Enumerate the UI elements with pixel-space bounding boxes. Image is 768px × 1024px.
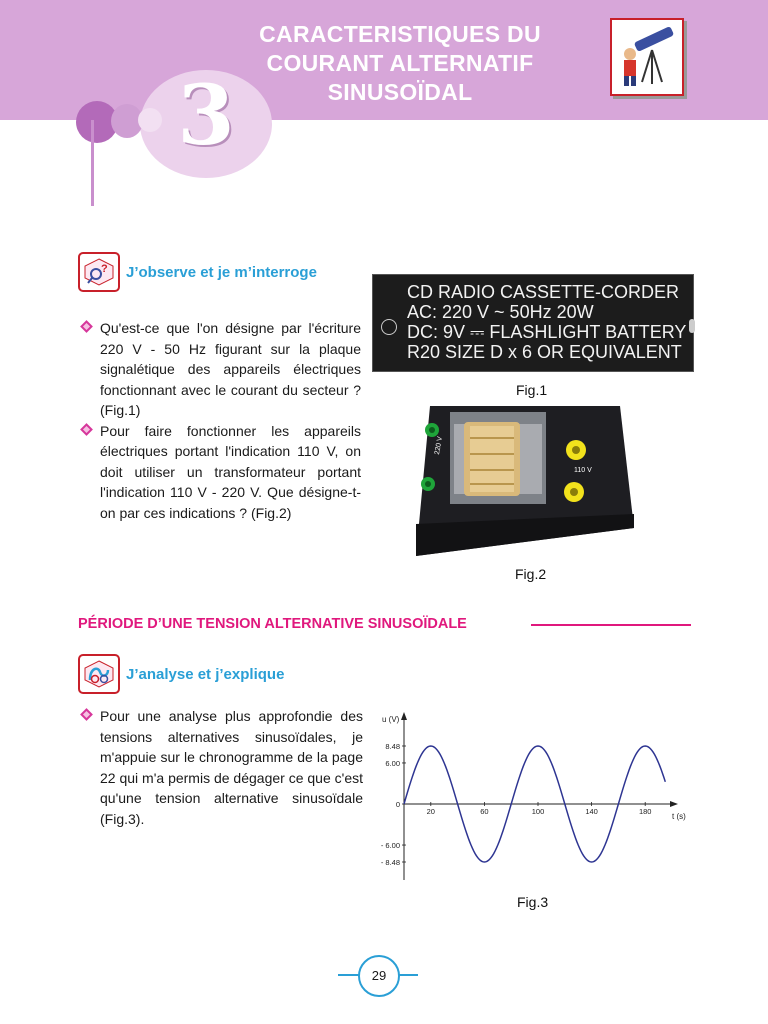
- y-axis-arrow: [401, 712, 407, 720]
- plate-line: R20 SIZE D x 6 OR EQUIVALENT: [407, 342, 682, 362]
- decor-line: [91, 120, 94, 206]
- plate-line: CD RADIO CASSETTE-CORDER: [407, 282, 680, 302]
- y-tick-label: 6.00: [385, 758, 400, 768]
- y-tick-label: 0: [395, 800, 400, 809]
- transformer-label-220: 220 V: [434, 435, 445, 456]
- question-icon: [78, 252, 120, 292]
- chapter-title-line-1: CARACTERISTIQUES DU: [259, 21, 541, 47]
- section-analyse-label: J’analyse et j’explique: [126, 665, 285, 683]
- bullet-text: Qu'est-ce que l'on désigne par l'écriture 220 V - 50 Hz figurant sur la plaque signalétique des appareils électriques fonctionnant avec le courant du secteur ? (Fig.1): [100, 320, 361, 418]
- fig1-caption: Fig.1: [516, 382, 548, 398]
- y-axis-label: u (V): [382, 715, 400, 724]
- x-tick-label: 100: [531, 807, 545, 816]
- x-axis-label: t (s): [672, 812, 686, 821]
- section-observe-label: J’observe et je m’interroge: [126, 263, 317, 281]
- section-title-rule: [531, 624, 691, 626]
- x-tick-label: 180: [638, 807, 652, 816]
- transformer-photo: [410, 404, 634, 558]
- chapter-title: [230, 20, 570, 107]
- y-tick-label: 8.48: [385, 742, 400, 751]
- telescope-icon: [610, 18, 684, 96]
- x-tick-label: 140: [585, 807, 598, 816]
- bullet-text: Pour une analyse plus approfondie des tensions alternatives sinusoïdales, je m'appuie sur le chronogramme de la page 22 qui m'a permis de dégager ce que c'est qu'une tension alternative sinusoïdale (Fig.3).: [100, 708, 363, 827]
- decor-dot: [138, 108, 162, 132]
- x-tick-label: 60: [480, 807, 489, 816]
- page-rule-left: [338, 974, 360, 976]
- transformer-label-110: 110 V: [574, 467, 592, 474]
- x-tick-label: 20: [426, 807, 435, 816]
- diamond-bullet-icon: [80, 423, 93, 436]
- screw-hole: [381, 319, 397, 335]
- chapter-title-line-2: COURANT ALTERNATIF: [266, 50, 534, 76]
- page-number: 29: [358, 955, 400, 997]
- section-title-period: PÉRIODE D’UNE TENSION ALTERNATIVE SINUSOÏDALE: [78, 616, 467, 632]
- diamond-bullet-icon: [80, 708, 93, 721]
- y-tick-label: - 6.00: [380, 841, 400, 851]
- diamond-bullet-icon: [80, 320, 93, 333]
- list-item: [78, 706, 363, 829]
- y-tick-label: - 8.48: [380, 858, 400, 867]
- fig3-caption: Fig.3: [517, 894, 549, 910]
- section-observe-text: [78, 318, 361, 523]
- x-axis-arrow: [670, 801, 678, 807]
- screw-hole: [689, 319, 695, 333]
- rating-plate-photo: [372, 274, 694, 372]
- analysis-icon: [78, 654, 120, 694]
- fig2-caption: Fig.2: [515, 566, 547, 582]
- plate-line: DC: 9V ⎓ FLASHLIGHT BATTERY: [407, 322, 687, 342]
- plate-line: AC: 220 V ~ 50Hz 20W: [407, 302, 594, 322]
- sine-chronogram: [372, 708, 702, 884]
- list-item: [78, 421, 361, 524]
- section-analyse-heading: [78, 654, 284, 694]
- svg-text:?: ?: [101, 263, 108, 275]
- chapter-title-line-3: SINUSOÏDAL: [327, 79, 473, 105]
- list-item: [78, 318, 361, 421]
- chapter-number: 3: [177, 68, 235, 164]
- section-analyse-text: [78, 706, 363, 829]
- section-observe-heading: [78, 252, 317, 292]
- bullet-text: Pour faire fonctionner les appareils électriques portant l'indication 110 V, on doit utiliser un transformateur portant l'indication 110 V - 220 V. Que désigne-t-on par ces indications ? (Fig.2): [100, 422, 361, 521]
